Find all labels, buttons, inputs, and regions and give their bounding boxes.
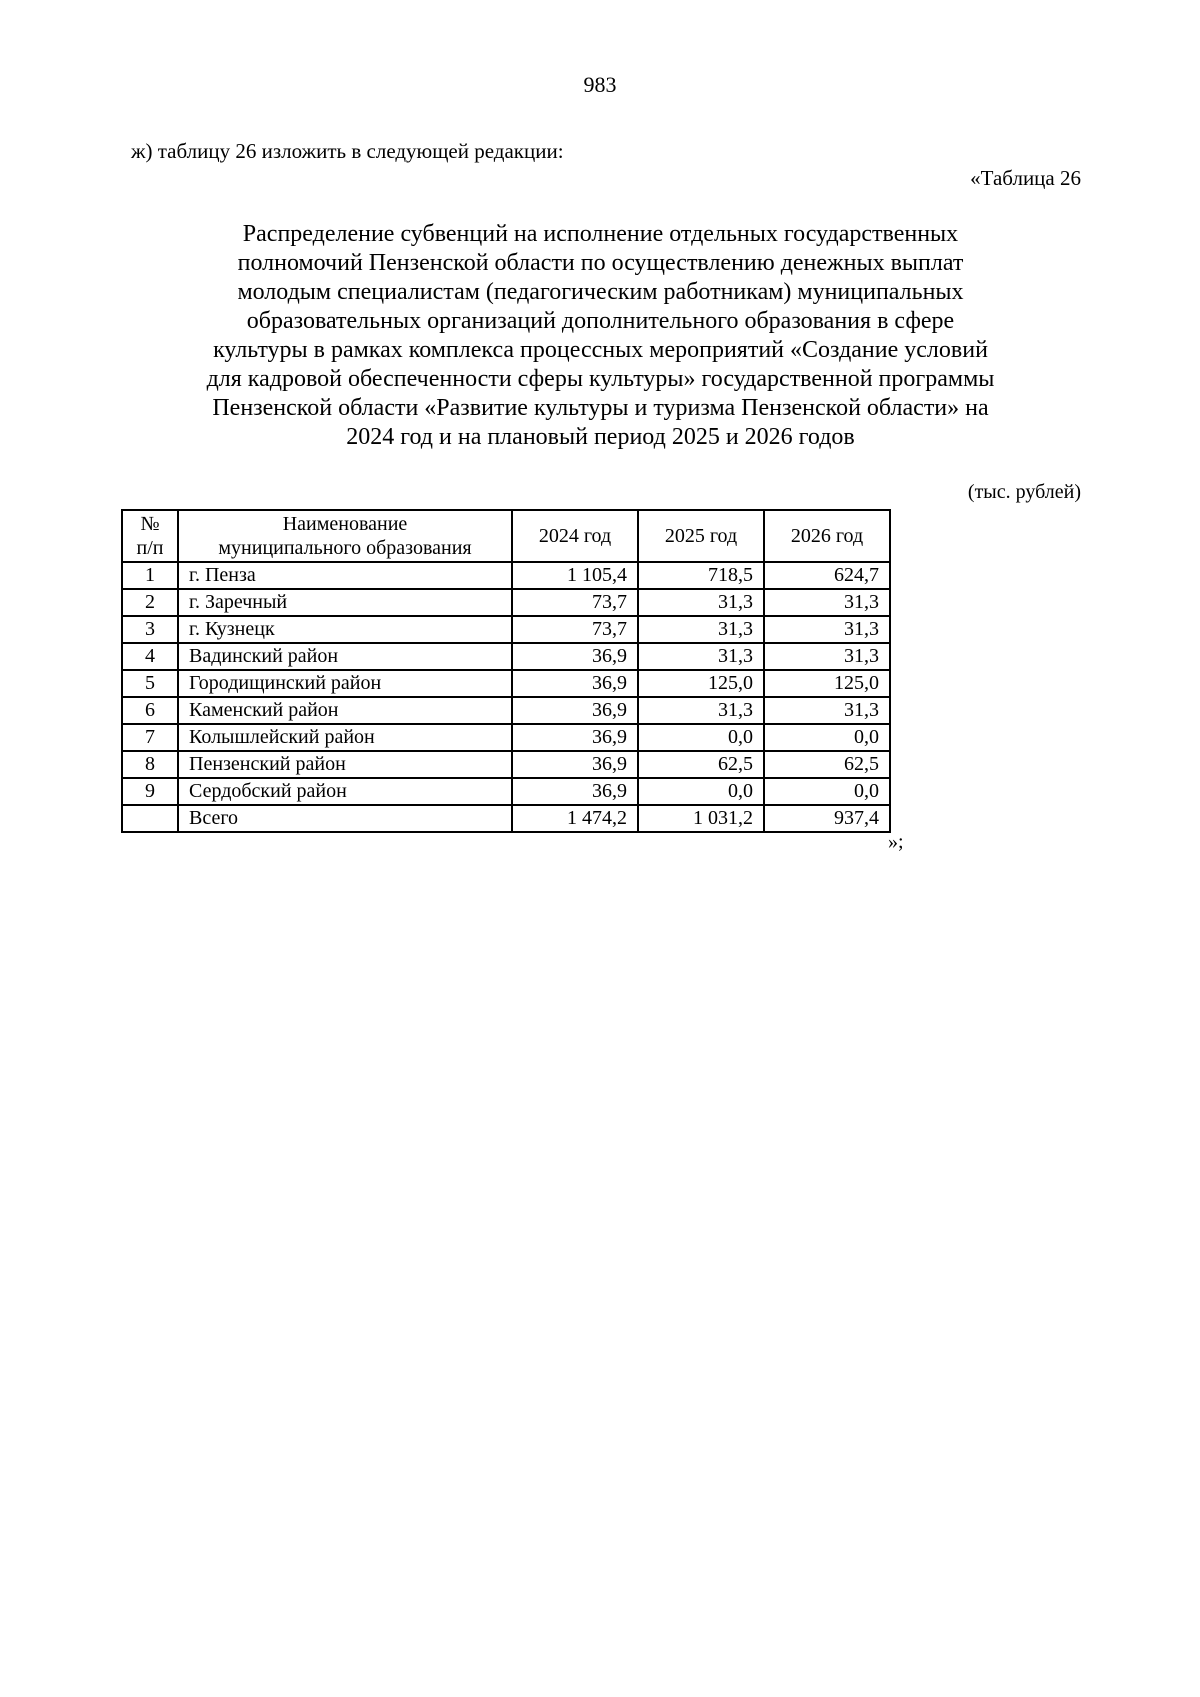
- row-2025: 0,0: [638, 724, 764, 751]
- table-row: [122, 643, 890, 670]
- document-title: [128, 220, 1073, 452]
- row-number: 2: [122, 589, 178, 616]
- header-name: [178, 510, 512, 562]
- table-header-row: [122, 510, 890, 562]
- row-2026: 31,3: [764, 616, 890, 643]
- row-2025: 62,5: [638, 751, 764, 778]
- row-2026: 31,3: [764, 697, 890, 724]
- row-number: 8: [122, 751, 178, 778]
- title-line: для кадровой обеспеченности сферы культуры» государственной программы: [206, 366, 995, 392]
- row-2025: 718,5: [638, 562, 764, 589]
- row-2024: 36,9: [512, 724, 638, 751]
- row-name: г. Заречный: [178, 589, 512, 616]
- row-2025: 31,3: [638, 589, 764, 616]
- row-name: Колышлейский район: [178, 724, 512, 751]
- header-2024: 2024 год: [512, 510, 638, 562]
- row-name: Пензенский район: [178, 751, 512, 778]
- table-label: «Таблица 26: [970, 166, 1081, 190]
- row-2026: 0,0: [764, 724, 890, 751]
- row-2024: 36,9: [512, 778, 638, 805]
- title-line: 2024 год и на плановый период 2025 и 2026 годов: [346, 424, 855, 450]
- total-label: Всего: [178, 805, 512, 832]
- row-name: Вадинский район: [178, 643, 512, 670]
- row-2024: 36,9: [512, 670, 638, 697]
- row-2025: 125,0: [638, 670, 764, 697]
- table-row: [122, 778, 890, 805]
- total-2024: 1 474,2: [512, 805, 638, 832]
- row-number: 9: [122, 778, 178, 805]
- row-2025: 0,0: [638, 778, 764, 805]
- intro-text: ж) таблицу 26 изложить в следующей редакции:: [131, 139, 564, 163]
- row-name: Сердобский район: [178, 778, 512, 805]
- table-row: [122, 751, 890, 778]
- total-2026: 937,4: [764, 805, 890, 832]
- row-2025: 31,3: [638, 643, 764, 670]
- header-number-line2: п/п: [136, 537, 164, 559]
- header-2026: 2026 год: [764, 510, 890, 562]
- row-number: 7: [122, 724, 178, 751]
- header-name-line2: муниципального образования: [218, 537, 472, 559]
- row-2024: 73,7: [512, 589, 638, 616]
- table-row: [122, 562, 890, 589]
- row-number: 5: [122, 670, 178, 697]
- total-2025: 1 031,2: [638, 805, 764, 832]
- row-name: г. Кузнецк: [178, 616, 512, 643]
- row-number: 1: [122, 562, 178, 589]
- page-number: 983: [583, 72, 617, 97]
- row-number: 3: [122, 616, 178, 643]
- total-number: [122, 805, 178, 832]
- title-line: образовательных организаций дополнительного образования в сфере: [246, 308, 955, 334]
- row-name: г. Пенза: [178, 562, 512, 589]
- row-number: 4: [122, 643, 178, 670]
- row-name: Городищинский район: [178, 670, 512, 697]
- table-row: [122, 670, 890, 697]
- header-number-line1: №: [140, 513, 160, 535]
- table-total-row: [122, 805, 890, 832]
- row-2026: 31,3: [764, 589, 890, 616]
- title-line: полномочий Пензенской области по осуществлению денежных выплат: [237, 250, 964, 276]
- units-label: (тыс. рублей): [967, 481, 1081, 503]
- row-2026: 0,0: [764, 778, 890, 805]
- row-2026: 624,7: [764, 562, 890, 589]
- table-row: [122, 697, 890, 724]
- row-2024: 73,7: [512, 616, 638, 643]
- row-number: 6: [122, 697, 178, 724]
- table-row: [122, 616, 890, 643]
- row-name: Каменский район: [178, 697, 512, 724]
- subsidy-table: [121, 509, 891, 833]
- title-line: культуры в рамках комплекса процессных мероприятий «Создание условий: [213, 337, 988, 363]
- row-2026: 125,0: [764, 670, 890, 697]
- closing-quote: »;: [888, 831, 904, 853]
- table-row: [122, 589, 890, 616]
- row-2026: 31,3: [764, 643, 890, 670]
- header-name-line1: Наименование: [282, 513, 408, 535]
- row-2024: 36,9: [512, 697, 638, 724]
- title-line: Распределение субвенций на исполнение отдельных государственных: [242, 221, 959, 247]
- row-2024: 1 105,4: [512, 562, 638, 589]
- row-2025: 31,3: [638, 697, 764, 724]
- table-row: [122, 724, 890, 751]
- row-2025: 31,3: [638, 616, 764, 643]
- header-2025: 2025 год: [638, 510, 764, 562]
- title-line: молодым специалистам (педагогическим работникам) муниципальных: [237, 279, 964, 305]
- header-number: [122, 510, 178, 562]
- title-line: Пензенской области «Развитие культуры и туризма Пензенской области» на: [212, 395, 989, 421]
- row-2026: 62,5: [764, 751, 890, 778]
- row-2024: 36,9: [512, 751, 638, 778]
- row-2024: 36,9: [512, 643, 638, 670]
